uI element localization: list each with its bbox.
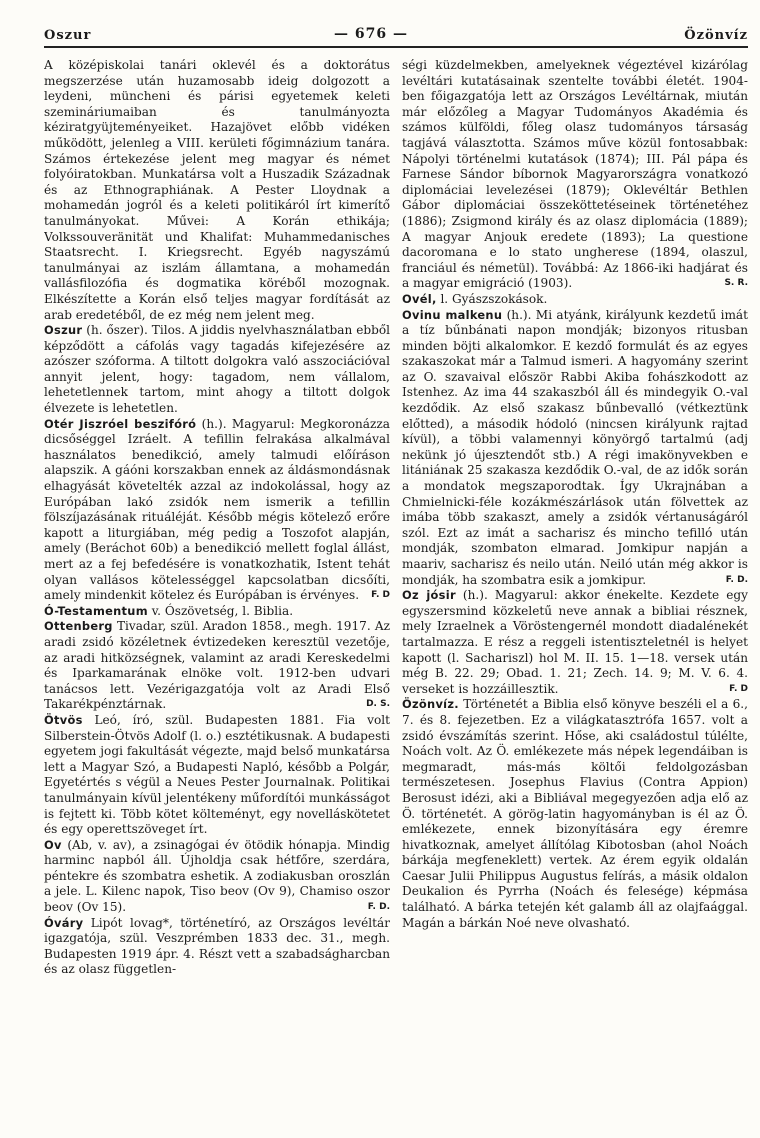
- dictionary-entry: [44, 619, 390, 713]
- entry-text: A középiskolai tanári oklevél és a doktorátus megszerzése után huzamosabb ideig dolgozott a leydeni, müncheni és párisi egyetemek keleti szemináriumaiban és tanulmányozta kéziratgyüjteményeiket. Hazajövet előbb vidéken működött, jelenleg a VIII. kerületi főgimnázium tanára. Számos értekezése jelent meg magyar és német folyóiratokban. Munkatársa volt a Huszadik Századnak és az Ethnographiának. A Pester Lloydnak a mohamedán jogról és a keleti politikáról írt kimerítő tanulmányokat. Művei: A Korán ethikája; Volkssouveränität und Khalifat: Muhammedanisches Staatsrecht. I. Kriegsrecht. Egyéb nagyszámú tanulmányai az iszlám államtana, a mohamedán vallásfilozófia és dogmatika köréből mozognak. Elkészítette a Korán első teljes magyar fordítását az arab eredetéből, de ez még nem jelent meg.: [44, 58, 390, 322]
- dictionary-entry: [402, 588, 748, 697]
- entry-headword: Ötvös: [44, 712, 83, 727]
- entry-headword: Otér Jiszróel beszifóró: [44, 416, 197, 431]
- entry-text: Leó, író, szül. Budapesten 1881. Fia volt Silberstein-Ötvös Adolf (l. o.) esztétikusnak. A budapesti egyetem jogi fakultását végezte, majd belső munkatársa lett a Magyar Szó, a Budapesti Napló, később a Polgár, Egyetértés s végül a Neues Pester Journalnak. Politikai tanulmányain kívül jelentékeny műfordítói munkásságot is fejtett ki. Több kötet költeményt, egy novelláskötetet és egy operettszöveget írt.: [44, 712, 390, 837]
- author-initials: F. D.: [367, 902, 390, 913]
- entry-headword: Oz jósir: [402, 588, 456, 603]
- dictionary-entry: [44, 417, 390, 604]
- author-initials: F. D: [371, 590, 390, 601]
- page-number: — 676 —: [334, 26, 408, 42]
- right-column: [402, 58, 748, 978]
- dictionary-entry: [44, 838, 390, 916]
- author-initials: D. S.: [366, 699, 390, 710]
- author-initials: S. R.: [724, 278, 748, 289]
- dictionary-entry: [44, 713, 390, 838]
- author-initials: F. D: [729, 683, 748, 694]
- entry-text: v. Ószövetség, l. Biblia.: [151, 603, 294, 618]
- dictionary-entry: [402, 308, 748, 589]
- entry-text: l. Gyászszokások.: [440, 291, 548, 306]
- entry-headword: Ov: [44, 837, 62, 852]
- header-left-guideword: Oszur: [44, 28, 92, 43]
- entry-text: (h.). Magyarul: Megkoronázza dicsőséggel Izráelt. A tefillin felrakása alkalmával használatos benedikció, amely talmudi előíráson alapszik. A gáóni korszakban ennek az áldásmondásnak elhagyását követelték azzal az indokolással, hogy az Európában lakó zsidók nem ismerik a tefillin fölszíjazásának rituáléját. Később mégis kötelező erőre kapott a liturgiában, még pedig a Toszofot alapján, amely (Beráchot 60b) a benedikció mellett foglal állást, mert az a fej befedésére is vonatkozhatik, Istent tehát olyan vallásos kötelességgel kapcsolatban dicsőíti, amely mindenkit kötelez és Európában is érvényes.: [44, 416, 390, 603]
- text-columns: [44, 58, 748, 978]
- entry-text: (Ab, v. av), a zsinagógai év ötödik hónapja. Mindig harminc napból áll. Újholdja csak hétfőre, szerdára, péntekre és szombatra eshetik. A zodiakusban oroszlán a jele. L. Kilenc napok, Tiso beov (Ov 9), Chamiso oszor beov (Ov 15).: [44, 837, 390, 915]
- entry-text: Tivadar, szül. Aradon 1858., megh. 1917. Az aradi zsidó közéletnek évtizedeken keresztül vezetője, az aradi hitközségnek, valamint az aradi Kereskedelmi és Iparkamarának elnöke volt. 1912-ben udvari tanácsos lett. Vezérigazgatója volt az Aradi Első Takarékpénztárnak.: [44, 619, 390, 712]
- entry-headword: Óváry: [44, 915, 84, 930]
- entry-headword: Ovél,: [402, 291, 437, 306]
- entry-text: Történetét a Biblia első könyve beszéli el a 6., 7. és 8. fejezetben. Ez a világkatasztrófa 1657. volt a zsidó évszámítás szerint. Hőse, aki családostul túlélte, Noách volt. Az Ö. emlékezete más népek legendáiban is megmaradt, más-más költői feldolgozásban természetesen. Josephus Flavius (Contra Appion) Berosust idézi, aki a Bibliával megegyezően adja elő az Ö. történetét. A görög-latin hagyományban is él az Ö. emlékezete, ennek bizonyítására egy éremre hivatkoznak, amelyet állítólag Kibotosban (ahol Noách bárkája megfeneklett) vertek. Az érem egyik oldalán Caesar Julii Philippus Augustus felírás, a másik oldalon Deukalion és Pyrrha (Noách és felesége) képmása található. A bárka tetején két galamb áll az olajfaággal. Magán a bárkán Noé neve olvasható.: [402, 697, 748, 930]
- entry-text: (h. őszer). Tilos. A jiddis nyelvhasználatban ebből képződött a cáfolás vagy tagadás kifejezésére az azószer szóforma. A tiltott dolgokra való asszociációval annyit jelent, hogy: tagadom, nem vállalom, lehetetlennek tartom, mint ahogy a tiltott dolgok élvezete is lehetetlen.: [44, 323, 390, 416]
- dictionary-entry: [44, 604, 390, 620]
- entry-headword: Ottenberg: [44, 619, 113, 634]
- entry-headword: Ovinu malkenu: [402, 307, 503, 322]
- left-column: [44, 58, 390, 978]
- entry-text: ségi küzdelmekben, amelyeknek végeztével kizárólag levéltári kutatásainak szentelte további életét. 1904-ben főigazgatója lett az Országos Levéltárnak, miután már előzőleg a Magyar Tudományos Akadémia és számos külföldi, főleg olasz tudományos társaság tagjává választotta. Számos műve közül fontosabbak: Nápolyi történelmi kutatások (1874); III. Pál pápa és Farnese Sándor bíbornok Magyarországra vonatkozó diplomáciai levelezései (1879); Oklevéltár Bethlen Gábor diplomáciai összeköttetéseinek történetéhez (1886); Zsigmond király és az olasz diplomácia (1889); A magyar Anjouk eredete (1893); La questione dacoromana e lo stato ungherese (1894, olaszul, franciául és németül). Továbbá: Az 1866-iki hadjárat és a magyar emigráció (1903).: [402, 58, 748, 291]
- dictionary-entry: [402, 292, 748, 308]
- dictionary-entry: [44, 916, 390, 978]
- entry-text: (h.). Mi atyánk, királyunk kezdetű imát a tíz bűnbánati napon mondják; bizonyos ritusban minden böjti alkalomkor. E kezdő formulát és az egyes szakaszokat már a Talmud ismeri. A hagyomány szerint az O. szavaival először Rabbi Akiba fohászkodott az Istenhez. Az ima 44 szakaszból áll és mindegyik O.-val kezdődik. Az első szakasz bűnbevalló (vétkeztünk előtted), a második hódoló (nincsen királyunk rajtad kívül), a többi valamennyi könyörgő tartalmú (adj nekünk jó újesztendőt stb.) A régi imakönyvekben e litániának 25 szakasza kezdődik O.-val, de az idők során a mondatok megszaporodtak. Így Ukrajnában a Chmielnicki-féle kozákmészárlások után fölvettek az imába több szakaszt, amely a zsidók vértanuságáról szól. Ezt az imát a sacharisz és mincho tefilló után mondják, szombaton elmarad. Jomkipur napján a maariv, sacharisz és neilo után. Neiló után még akkor is mondják, ha szombatra esik a jomkipur.: [402, 307, 748, 587]
- author-initials: F. D.: [725, 574, 748, 585]
- page-header: [44, 20, 748, 48]
- dictionary-entry: [44, 323, 390, 417]
- dictionary-entry: [44, 58, 390, 323]
- dictionary-entry: [402, 697, 748, 931]
- entry-headword: Oszur: [44, 323, 83, 338]
- dictionary-entry: [402, 58, 748, 292]
- header-right-guideword: Özönvíz: [684, 28, 748, 43]
- entry-headword: Ó-Testamentum: [44, 603, 148, 618]
- entry-headword: Özönvíz.: [402, 697, 459, 712]
- entry-text: Lipót lovag*, történetíró, az Országos levéltár igazgatója, szül. Veszprémben 1833 dec. 31., megh. Budapesten 1919 ápr. 4. Részt vett a szabadságharcban és az olasz független-: [44, 915, 390, 977]
- entry-text: (h.). Magyarul: akkor énekelte. Kezdete egy egyszersmind közkeletű neve annak a bibliai résznek, mely Izraelnek a Vöröstengernél mondott diadalénekét tartalmazza. E rész a reggeli istentiszteletnél is helyet kapott (l. Sachariszl) hol M. II. 15. 1—18. versek után még B. 22. 29; Obad. 1. 21; Zech. 14. 9; M. V. 6. 4. verseket is hozzáillesztik.: [402, 588, 748, 696]
